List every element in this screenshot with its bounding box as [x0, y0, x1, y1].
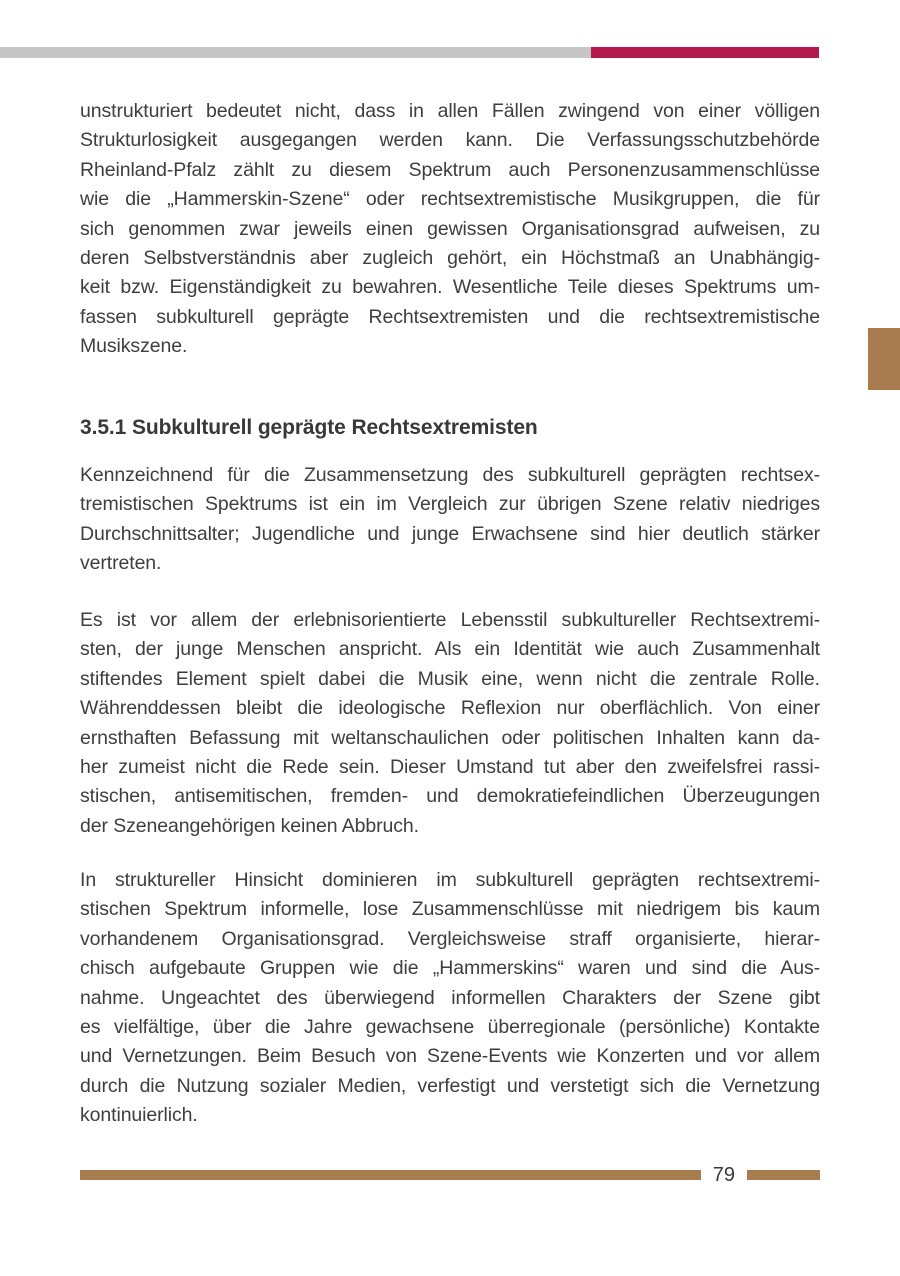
paragraph	[80, 461, 820, 579]
top-rule	[0, 47, 819, 58]
text-line: fassen subkulturell geprägte Rechtsextremisten und die rechtsextremistische	[80, 305, 820, 328]
text-line: Musikszene.	[80, 335, 188, 358]
top-rule-gray-segment	[0, 47, 591, 58]
page-number: 79	[712, 1164, 735, 1186]
text-line: ernsthaften Befassung mit weltanschaulichen oder politischen Inhalten kann da-	[80, 726, 820, 749]
section-heading: 3.5.1 Subkulturell geprägte Rechtsextremisten	[80, 416, 538, 439]
text-line: durch die Nutzung sozialer Medien, verfestigt und verstetigt sich die Vernetzung	[80, 1074, 820, 1097]
text-line: stischen, antisemitischen, fremden- und demokratiefeindlichen Überzeugungen	[80, 785, 820, 808]
paragraph	[80, 866, 820, 1131]
text-line: unstrukturiert bedeutet nicht, dass in allen Fällen zwingend von einer völligen	[80, 100, 820, 122]
text-line: vorhandenem Organisationsgrad. Vergleichsweise straff organisierte, hierar-	[80, 927, 820, 950]
text-line: Kennzeichnend für die Zusammensetzung des subkulturell geprägten rechtsex-	[80, 464, 820, 486]
text-line: In struktureller Hinsicht dominieren im subkulturell geprägten rechtsextremi-	[80, 869, 820, 891]
text-line: keit bzw. Eigenständigkeit zu bewahren. Wesentliche Teile dieses Spektrums um-	[80, 276, 820, 299]
footer-rule-long	[80, 1170, 701, 1180]
text-line: deren Selbstverständnis aber zugleich gehört, ein Höchstmaß an Unabhängig-	[80, 247, 820, 270]
paragraph	[80, 97, 820, 362]
text-line: kontinuierlich.	[80, 1104, 198, 1127]
top-rule-accent-segment	[591, 47, 819, 58]
text-line: nahme. Ungeachtet des überwiegend informellen Charakters der Szene gibt	[80, 986, 820, 1009]
text-line: vertreten.	[80, 552, 162, 575]
text-line: Währenddessen bleibt die ideologische Reflexion nur oberflächlich. Von einer	[80, 697, 820, 720]
text-line: stischen Spektrum informelle, lose Zusammenschlüsse mit niedrigem bis kaum	[80, 898, 820, 921]
text-line: wie die „Hammerskin-Szene“ oder rechtsextremistische Musikgruppen, die für	[80, 188, 820, 211]
text-line: es vielfältige, über die Jahre gewachsene überregionale (persönliche) Kontakte	[80, 1016, 820, 1039]
text-line: chisch aufgebaute Gruppen wie die „Hammerskins“ waren und sind die Aus-	[80, 957, 820, 980]
chapter-side-tab	[868, 328, 900, 390]
footer-rule-short	[747, 1170, 820, 1180]
paragraph	[80, 606, 820, 841]
text-line: Strukturlosigkeit ausgegangen werden kann. Die Verfassungsschutzbehörde	[80, 129, 820, 152]
text-line: her zumeist nicht die Rede sein. Dieser Umstand tut aber den zweifelsfrei rassi-	[80, 756, 820, 779]
text-line: tremistischen Spektrums ist ein im Vergleich zur übrigen Szene relativ niedriges	[80, 493, 820, 516]
text-line: Es ist vor allem der erlebnisorientierte Lebensstil subkultureller Rechtsextremi-	[80, 609, 820, 631]
text-line: Rheinland-Pfalz zählt zu diesem Spektrum auch Personenzusammenschlüsse	[80, 158, 820, 181]
text-line: der Szeneangehörigen keinen Abbruch.	[80, 814, 419, 837]
text-line: Durchschnittsalter; Jugendliche und junge Erwachsene sind hier deutlich stärker	[80, 522, 820, 545]
page-footer	[80, 1164, 820, 1186]
text-line: und Vernetzungen. Beim Besuch von Szene-Events wie Konzerten und vor allem	[80, 1045, 820, 1068]
text-line: stiftendes Element spielt dabei die Musik eine, wenn nicht die zentrale Rolle.	[80, 667, 820, 690]
text-line: sten, der junge Menschen anspricht. Als ein Identität wie auch Zusammenhalt	[80, 638, 820, 661]
text-line: sich genommen zwar jeweils einen gewissen Organisationsgrad aufweisen, zu	[80, 217, 820, 240]
